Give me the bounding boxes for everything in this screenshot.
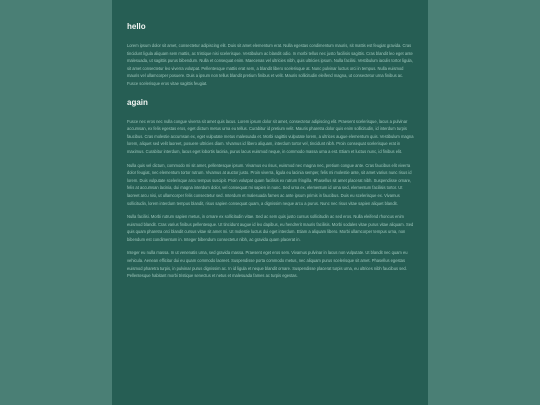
- heading-hello: hello: [127, 22, 146, 31]
- paragraph-1: Lorem ipsum dolor sit amet, consectetur adipiscing elit. Duis sit amet elementum erat. Nulla egestas condimentum mauris, sit mattis est feugiat gravida. Cras tincidunt ligula aliquam sem mattis, ac tristique nisi scelerisque. Vestibulum ac blandit odio. In morbi tellus nec justo facilisis sagittis. Cras blandit leo eget ante malesuada, ut sagittis purus bibendum. Nulla et consequat enim. Maecenas vel ultricies nibh, quis ultricies ipsum. Nulla facilisi. Vestibulum iaculis tortor ligula, sit amet consectetur leo viverra volutpat. Pellentesque mattis erat sem, a blandit libero scelerisque at. Nunc pulvinar luctus orci in tempus. Nulla euismod mauris vel ullamcorper posuere. Duis a ipsum non tellus blandit pretium finibus et velit. Mauris sollicitudin eleifend magna, ut consectetur urna finibus ac. Fusce scelerisque eros vitae sagittis feugiat.: [127, 43, 413, 86]
- paragraph-2: Fusce nec eros nec nulla congue viverra sit amet quis lacus. Lorem ipsum dolor sit amet, consectetur adipiscing elit. Praesent scelerisque, lacus a pulvinar accumsan, ex felis egestas eros, eget dictum metus urna eu tellus. Curabitur id pretium velit. Mauris pharetra dolor quis enim sollicitudin, id interdum turpis faucibus. Cras molestie accumsan ex, eget vulputate metus malesuada et. Morbi sagittis vulputate lorem, a ultrices augue elementum quis. Vestibulum magna lorem, aliquet sed velit laoreet, posuere ultricies diam. Vivamus id libero aliquam, interdum tortor vel, tincidunt nibh. Proin consequat scelerisque erat in maximus. Curabitur interdum, lacus eget lobortis lacinia, purus lacus euismod neque, in commodo massa urna a est. Etiam et luctus nunc, id finibus elit.: [127, 118, 414, 154]
- article-page: [112, 0, 428, 405]
- paragraph-3: Nulla quis vel dictum, commodo mi sit amet, pellentesque ipsum. Vivamus eu risus, euismod nec magna nec, pretium congue ante. Cras faucibus elit viverra dolor feugiat, nec elementum tortor rutrum. Vivamus at auctor justo. Proin viverra, ligula eu lacinia semper, felis mi molestie ante, sit amet varius nunc risus id lorem. Duis vulputate scelerisque arcu tempus suscipit. Proin volutpat quam facilisis ex rutrum fringilla. Phasellus sit amet placerat nibh. Suspendisse ornare, felis at accumsan lacinia, dui magna interdum dolor, vel consequat mi sapien in nunc. Sed urna ex, elementum id urna sed, elementum facilisis tortor. Ut laoreet arcu nisi, ut ullamcorper felis consectetur sed. Interdum et malesuada fames ac ante ipsum primis in faucibus. Duis eu scelerisque ex. Vivamus sollicitudin, lorem interdum tempus blandit, risus sapien consequat quam, a dignissim neque arcu a purus. Nunc nec risus vitae sapien aliquet blandit.: [127, 162, 412, 206]
- heading-again: again: [127, 97, 148, 107]
- paragraph-4: Nulla facilisi. Morbi rutrum sapien metus, in ornare ex sollicitudin vitae. Sed ac sem quis justo cursus sollicitudin ac sed eros. Nulla eleifend rhoncus enim euismod blandit. Cras varius finibus pellentesque. Ut tincidunt augue id leo dapibus, eu hendrerit mauris facilisis. Morbi sodales vitae purus vitae aliquam. Sed quis quam pharetra orci blandit cursus vitae sit amet mi. Ut molestie luctus dui eget interdum. Etiam a aliquam libero. Morbi ullamcorper tempus urna, non bibendum est condimentum in. Integer bibendum consectetur nibh, ac gravida quam placerat in.: [127, 214, 414, 242]
- paragraph-5: Integer eu nulla massa. In ut venenatis urna, sed gravida massa. Praesent eget eros sem. Vivamus pulvinar in lacus non vulputate. Ut blandit nec quam eu vehicula. Aenean efficitur dui eu quam commodo laoreet. Suspendisse porta commodo metus, nec aliquam purus scelerisque sit amet. Phasellus egestas euismod pharetra turpis, in pulvinar purus dignissim ac. In id ligula et neque blandit ornare. Suspendisse placerat turpis urna, eu ultrices nibh faucibus sed. Pellentesque habitant morbi tristique senectus et netus et malesuada fames ac turpis egestas.: [127, 250, 408, 279]
